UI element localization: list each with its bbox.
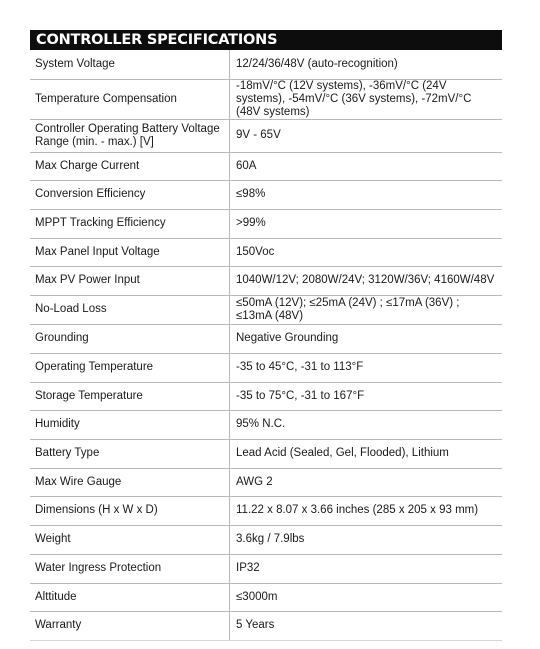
spec-label: Warranty <box>30 611 230 640</box>
spec-row-battery-type <box>30 439 502 468</box>
spec-value: IP32 <box>230 554 503 583</box>
spec-label: Storage Temperature <box>30 382 230 410</box>
spec-row-operating-temperature <box>30 353 502 382</box>
spec-value: 11.22 x 8.07 x 3.66 inches (285 x 205 x 93 mm) <box>230 496 503 525</box>
spec-value: 9V - 65V <box>230 119 503 152</box>
spec-header <box>30 30 502 50</box>
spec-label: No-Load Loss <box>30 295 230 324</box>
spec-row-humidity <box>30 410 502 439</box>
spec-label: Temperature Compensation <box>30 79 230 119</box>
spec-value: AWG 2 <box>230 468 503 496</box>
spec-label: Alttitude <box>30 583 230 611</box>
spec-value: 3.6kg / 7.9lbs <box>230 525 503 554</box>
spec-table <box>30 50 502 641</box>
spec-value: 150Voc <box>230 238 503 266</box>
spec-label: Max Panel Input Voltage <box>30 238 230 266</box>
spec-row-water-ingress-protection <box>30 554 502 583</box>
spec-row-no-load-loss <box>30 295 502 324</box>
spec-row-max-pv-power-input <box>30 266 502 295</box>
spec-row-max-panel-input-voltage <box>30 238 502 266</box>
spec-row-conversion-efficiency <box>30 180 502 209</box>
spec-label: Operating Temperature <box>30 353 230 382</box>
spec-row-storage-temperature <box>30 382 502 410</box>
spec-row-operating-battery-voltage <box>30 119 502 152</box>
spec-value: 95% N.C. <box>230 410 503 439</box>
spec-row-max-wire-gauge <box>30 468 502 496</box>
spec-value: ≤98% <box>230 180 503 209</box>
spec-label: System Voltage <box>30 50 230 79</box>
spec-label: Max PV Power Input <box>30 266 230 295</box>
spec-value: ≤50mA (12V); ≤25mA (24V) ; ≤17mA (36V) ; ≤13mA (48V) <box>230 295 503 324</box>
spec-value: -35 to 45°C, -31 to 113°F <box>230 353 503 382</box>
spec-label: Max Wire Gauge <box>30 468 230 496</box>
spec-row-mppt-tracking-efficiency <box>30 209 502 238</box>
spec-label: Controller Operating Battery Voltage Range (min. - max.) [V] <box>30 119 230 152</box>
spec-row-temperature-compensation <box>30 79 502 119</box>
spec-label: Water Ingress Protection <box>30 554 230 583</box>
spec-row-max-charge-current <box>30 152 502 180</box>
spec-value: ≤3000m <box>230 583 503 611</box>
spec-row-warranty <box>30 611 502 640</box>
spec-label: Conversion Efficiency <box>30 180 230 209</box>
spec-value: 1040W/12V; 2080W/24V; 3120W/36V; 4160W/48V <box>230 266 503 295</box>
spec-label: Grounding <box>30 324 230 353</box>
spec-label: Weight <box>30 525 230 554</box>
spec-label: Humidity <box>30 410 230 439</box>
spec-value: -18mV/°C (12V systems), -36mV/°C (24V systems), -54mV/°C (36V systems), -72mV/°C (48V systems) <box>230 79 503 119</box>
spec-value: Lead Acid (Sealed, Gel, Flooded), Lithium <box>230 439 503 468</box>
spec-value: 5 Years <box>230 611 503 640</box>
spec-label: Battery Type <box>30 439 230 468</box>
spec-row-grounding <box>30 324 502 353</box>
spec-row-dimensions <box>30 496 502 525</box>
spec-value: >99% <box>230 209 503 238</box>
spec-title: CONTROLLER SPECIFICATIONS <box>36 32 278 48</box>
spec-value: 12/24/36/48V (auto-recognition) <box>230 50 503 79</box>
spec-row-weight <box>30 525 502 554</box>
spec-label: Dimensions (H x W x D) <box>30 496 230 525</box>
spec-sheet <box>30 30 502 641</box>
spec-row-altitude <box>30 583 502 611</box>
spec-value: 60A <box>230 152 503 180</box>
spec-value: -35 to 75°C, -31 to 167°F <box>230 382 503 410</box>
spec-value: Negative Grounding <box>230 324 503 353</box>
spec-label: Max Charge Current <box>30 152 230 180</box>
spec-row-system-voltage <box>30 50 502 79</box>
spec-label: MPPT Tracking Efficiency <box>30 209 230 238</box>
